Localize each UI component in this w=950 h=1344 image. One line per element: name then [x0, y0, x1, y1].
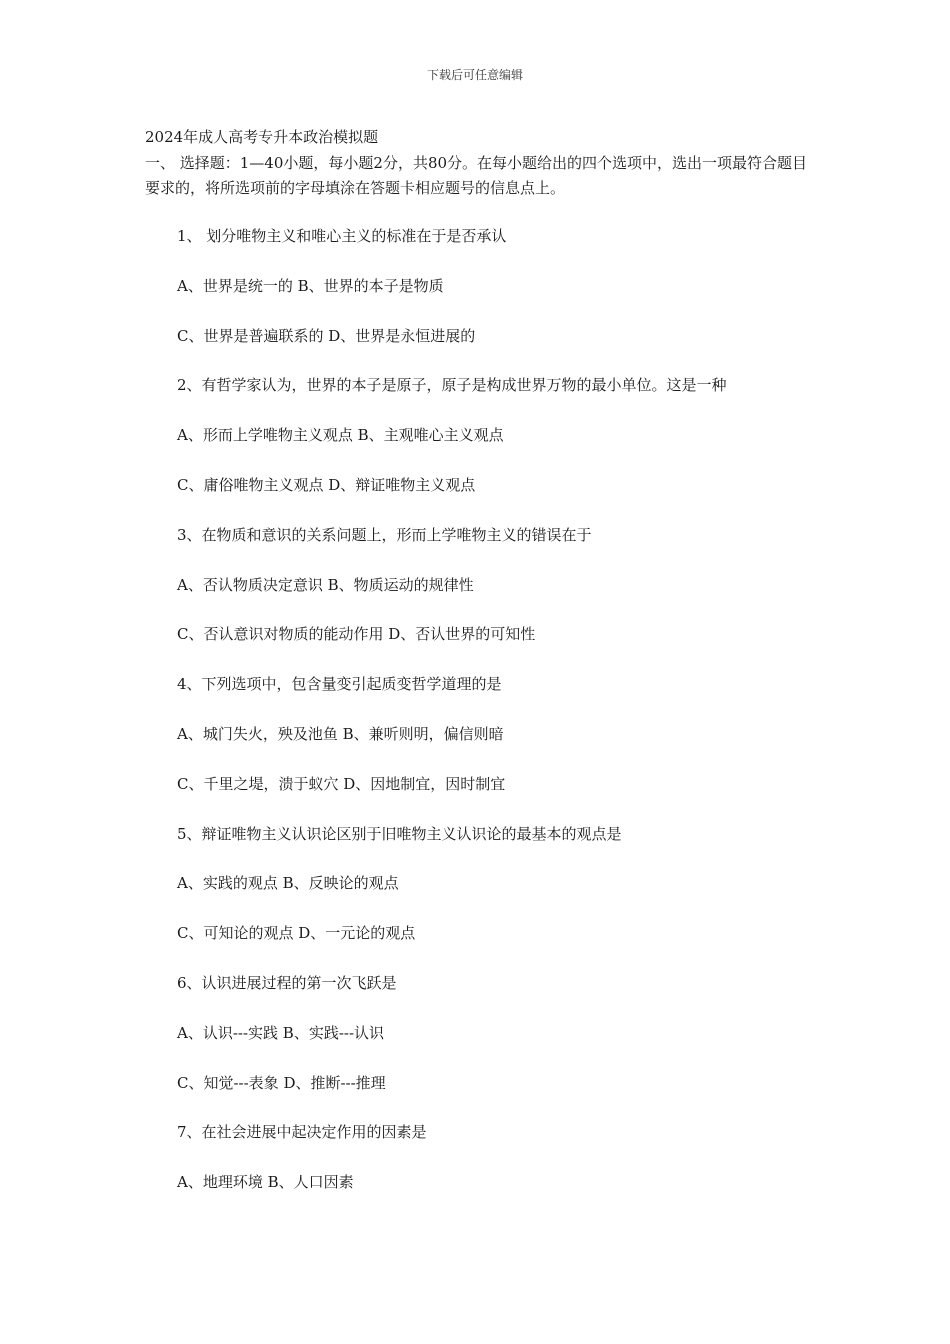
question-4: 4、下列选项中，包含量变引起质变哲学道理的是 — [177, 675, 502, 694]
section-intro: 一、 选择题：1—40小题，每小题2分，共80分。在每小题给出的四个选项中，选出一项最符合题目要求的，将所选项前的字母填涂在答题卡相应题号的信息点上。 — [145, 154, 808, 197]
question-6-options-ab: A、认识---实践 B、实践---认识 — [177, 1023, 385, 1042]
question-6-options-cd: C、知觉---表象 D、推断---推理 — [177, 1073, 386, 1092]
question-3: 3、在物质和意识的关系问题上，形而上学唯物主义的错误在于 — [177, 525, 592, 544]
question-1-options-cd: C、世界是普遍联系的 D、世界是永恒进展的 — [177, 326, 476, 345]
question-5-options-cd: C、可知论的观点 D、一元论的观点 — [177, 924, 416, 943]
document-title: 2024年成人高考专升本政治模拟题 — [145, 128, 379, 146]
question-2: 2、有哲学家认为，世界的本子是原子，原子是构成世界万物的最小单位。这是一种 — [177, 376, 727, 395]
question-4-options-cd: C、千里之堤，溃于蚁穴 D、因地制宜，因时制宜 — [177, 774, 506, 793]
question-3-options-ab: A、否认物质决定意识 B、物质运动的规律性 — [177, 575, 474, 594]
question-2-options-ab: A、形而上学唯物主义观点 B、主观唯心主义观点 — [177, 426, 504, 445]
question-2-options-cd: C、庸俗唯物主义观点 D、辩证唯物主义观点 — [177, 475, 476, 494]
question-6: 6、认识进展过程的第一次飞跃是 — [177, 973, 397, 992]
question-3-options-cd: C、否认意识对物质的能动作用 D、否认世界的可知性 — [177, 625, 536, 644]
question-7: 7、在社会进展中起决定作用的因素是 — [177, 1123, 427, 1142]
question-7-options-ab: A、地理环境 B、人口因素 — [177, 1173, 354, 1192]
question-1-options-ab: A、世界是统一的 B、世界的本子是物质 — [177, 276, 444, 295]
question-5-options-ab: A、实践的观点 B、反映论的观点 — [177, 874, 399, 893]
question-list — [177, 226, 727, 1222]
question-5: 5、辩证唯物主义认识论区别于旧唯物主义认识论的最基本的观点是 — [177, 824, 622, 843]
page-header-note: 下载后可任意编辑 — [426, 68, 523, 82]
question-1: 1、 划分唯物主义和唯心主义的标准在于是否承认 — [177, 227, 507, 245]
question-4-options-ab: A、城门失火，殃及池鱼 B、兼听则明，偏信则暗 — [177, 724, 504, 743]
